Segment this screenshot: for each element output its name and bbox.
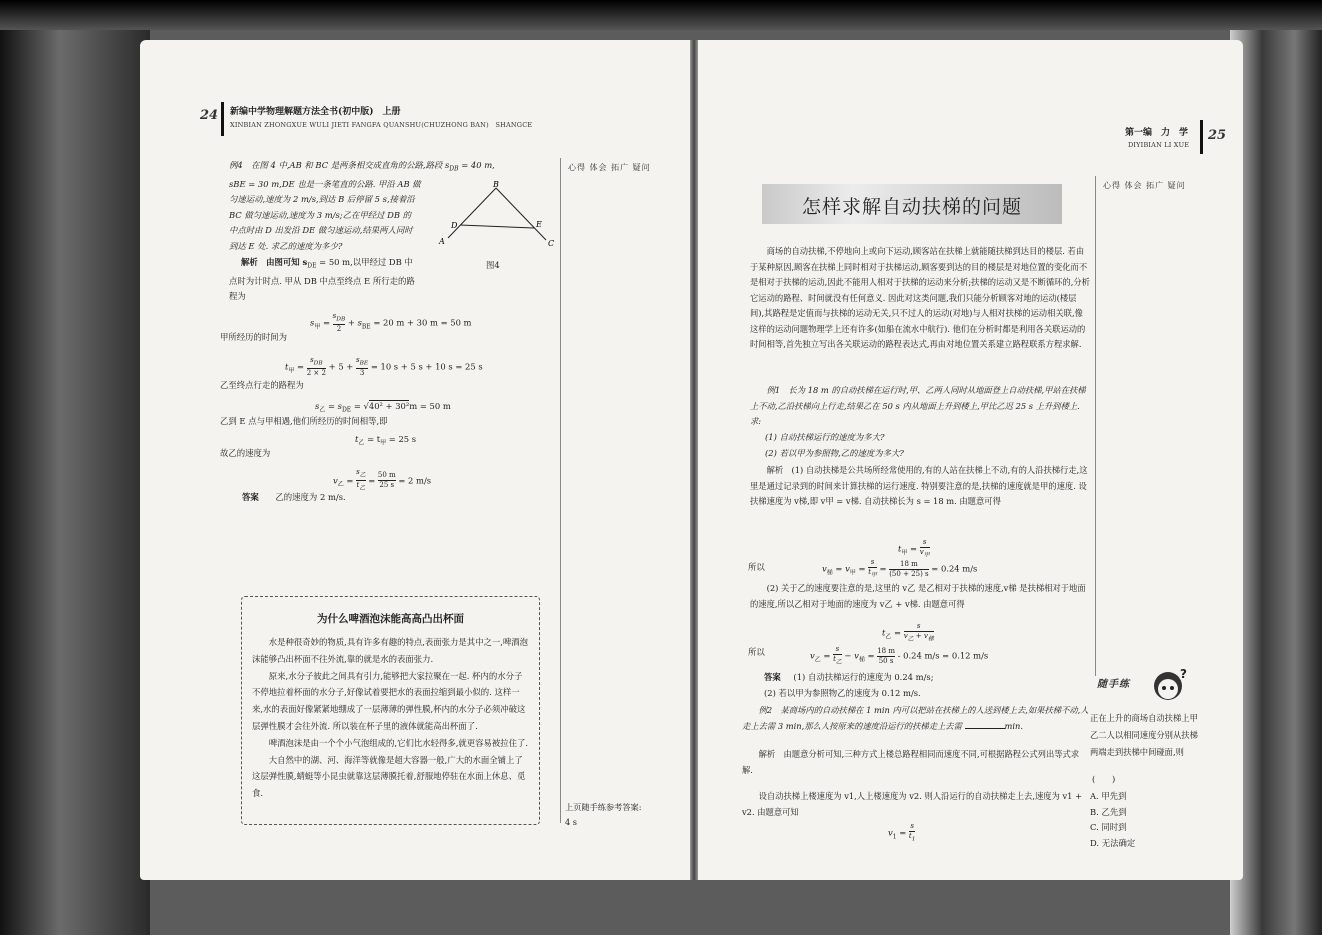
so-label-1: 所以	[748, 562, 765, 572]
example-4-line: 例4 在图 4 中,AB 和 BC 是两条相交成直角的公路,路段 s	[229, 160, 450, 170]
example-2-body: 例2 某商场内的自动扶梯在 1 min 内可以把站在扶梯上的人送到楼上去,如果扶梯不动,人走上去需 3 min,那么人按原来的速度沿运行的扶梯走上去需	[742, 705, 1089, 731]
figure-4-caption: 图4	[486, 260, 500, 270]
eq-lhs: t	[285, 361, 289, 372]
example-1-question-1: (1) 自动扶梯运行的速度为多大?	[765, 432, 885, 442]
scan-shadow-left	[0, 0, 150, 935]
example-4-line: BC 做匀速运动,速度为 3 m/s;乙在甲经过 DB 的	[229, 209, 412, 220]
eq-numerator: 18 m	[877, 646, 895, 655]
figure-label-b: B	[493, 180, 499, 189]
example-4-line-tail: = 40 m,	[461, 160, 495, 170]
intro-paragraph: 商场的自动扶梯,不停地向上或向下运动,顾客站在扶梯上就能随扶梯到达目的楼层. 若由于某种原因,顾客在扶梯上同时相对于扶梯运动,顾客要到达的目的楼层是对地位置的变化而不是相对于扶梯的运动,因此不能用人相对于扶梯的运动来分析;扶梯的运动又是不断循环的,分析它运动的路程、时间就没有任何意义. 因此对这类问题,我们只能分析顾客对地的运动(楼层间),其路程是定值而与扶梯的运动无关,只不过人的运动(对地)与人相对扶梯的运动相关联,像这样的运动问题物理学上还有许多(如船在流水中航行). 他们在分析时都是利用各关联运动的时间相等,首先独立写出各关联运动的路程表达式,再由对地位置关系建立路程联系方程求解.	[750, 246, 1090, 349]
analysis-line: 点时为计时点. 甲从 DB 中点至终点 E 所行走的路	[229, 276, 415, 287]
same-time-label: 乙到 E 点与甲相遇,他们所经历的时间相等,即	[220, 416, 388, 426]
equation-v-escalator: $v_梯 = v_甲$ = s $t_甲$ = $\frac{18 m}{(50 + 25) s}$ = 0.24 m/s	[822, 558, 978, 579]
example-4-line: 到达 E 处. 求乙的速度为多少?	[229, 240, 343, 251]
equation-time-jia: $t_甲$ = $s_{DB}$ 2 × 2 + 5 + $s_{BE}$ 3 = 10 s + 5 s + 10 s = 25 s	[285, 356, 483, 378]
eq-denominator: (50 + 25) s	[889, 569, 929, 578]
answer-line	[242, 490, 346, 505]
margin-notes-label-right: 心得 体会 拓广 疑问	[1103, 181, 1186, 190]
answer-label: 答案	[242, 492, 259, 502]
eq-rhs: = 10 s + 5 s + 10 s = 25 s	[370, 361, 483, 372]
eq-denominator: 50 s	[878, 656, 894, 665]
figure-label-a: A	[439, 237, 445, 246]
page-number-right: 25	[1208, 128, 1227, 143]
eq-rhs: = 0.24 m/s	[931, 563, 978, 574]
example-2-solution-2: 设自动扶梯上楼速度为 v1,人上楼速度为 v2. 则人沿运行的自动扶梯走上去,速度为 v1 + v2. 由题意可知	[742, 791, 1083, 817]
header-bar-left	[221, 102, 224, 136]
practice-option: B. 乙先到	[1090, 806, 1127, 817]
eq-rhs: m = 50 m	[409, 401, 451, 411]
chapter-header: 第一编 力 学	[1125, 128, 1189, 138]
example-4-line: sBE = 30 m,DE 也是一条笔直的公路. 甲沿 AB 做	[229, 179, 421, 190]
so-label-2: 所以	[748, 647, 765, 657]
example-4-line: 中点时由 D 出发沿 DE 做匀速运动,结果两人同时	[229, 225, 413, 236]
section-title: 怎样求解自动扶梯的问题	[801, 196, 1022, 218]
chapter-pinyin: DIYIBIAN LI XUE	[1128, 141, 1190, 149]
time-label: 甲所经历的时间为	[220, 332, 287, 342]
eq-rhs: = 2 m/s	[398, 475, 432, 486]
speed-label: 故乙的速度为	[220, 448, 271, 458]
header-bar-right	[1200, 120, 1203, 154]
practice-option: C. 同时到	[1090, 822, 1127, 833]
eq-lhs: s	[310, 317, 315, 328]
practice-options	[1090, 789, 1135, 851]
reading-box-paragraph: 啤酒泡沫是由一个个小气泡组成的,它们比水轻得多,就更容易被拉住了.	[268, 737, 529, 748]
example-4-text: 例4 在图 4 中,AB 和 BC 是两条相交成直角的公路,路段 $s_{DB} = 40$ m, sBE = 30 m,DE 也是一条笔直的公路. 甲沿 AB 做 匀速运动,速度为 2 m/s,到达 B 后停留 5 s,接着沿 BC 做匀速运动,速度为 3 m/s;乙在甲经过 DB 的 中点时由 D 出发沿 DE 做匀速运动,结果两人同时 到达 E 处. 求乙的速度为多少?	[229, 158, 559, 254]
example-2-text	[742, 703, 1090, 734]
margin-divider-left	[560, 158, 561, 823]
equation-distance-yi: $s_乙 = s_{DE} = √40^2 + 30^2m = 50$ m	[315, 401, 451, 414]
book-gutter	[690, 40, 698, 880]
practice-label: 随手练	[1097, 679, 1130, 690]
equation-v-yi: $v_乙$ = s $t_乙$ − $v_梯$ = $\frac{18 m}{50 s}$ - 0.24 m/s = 0.12 m/s	[810, 645, 989, 666]
answer-label: 答案	[764, 672, 781, 682]
example-1-text: 例1 长为 18 m 的自动扶梯在运行时,甲、乙两人同时从地面登上自动扶梯,甲站在扶梯上不动,乙沿扶梯向上行走,结果乙在 50 s 内从地面上升到楼上,甲比乙迟 25 s 上升到楼上. 求:	[750, 385, 1086, 426]
equation-speed-yi: $v_乙$ = $s_乙$ $t_乙$ = $\frac{50 m}{25 s}$ = 2 m/s	[333, 468, 432, 492]
book-title-pinyin: XINBIAN ZHONGXUE WULI JIETI FANGFA QUANSHU(CHUZHONG BAN) SHANGCE	[230, 121, 533, 129]
example-1-solution-1: 解析 (1) 自动扶梯是公共场所经常使用的,有的人站在扶梯上不动,有的人沿扶梯行走,这里是通过记录到的时间来计算扶梯的运行速度. 特别要注意的是,扶梯的速度就是甲的速度. 设扶梯速度为 v梯,即 v甲 = v梯. 自动扶梯长为 s = 18 m. 由题意可得	[750, 465, 1088, 506]
reading-box-paragraph: 水是种很奇妙的物质,具有许多有趣的特点,表面张力是其中之一,啤酒泡沫能够凸出杯面不往外流,靠的就是水的表面张力.	[252, 637, 529, 664]
practice-paren: ( )	[1092, 774, 1116, 784]
scan-shadow-top	[0, 0, 1322, 30]
svg-text:?: ?	[1180, 667, 1187, 681]
answer-text: (1) 自动扶梯运行的速度为 0.24 m/s;	[793, 672, 934, 682]
book-title-header: 新编中学物理解题方法全书(初中版) 上册	[230, 107, 401, 117]
reading-box-paragraph: 原来,水分子彼此之间具有引力,能够把大家拉聚在一起. 杯内的水分子不停地拉着杯面的水分子,好像试着要把水的表面拉缩到最小似的. 这样一来,水的表面好像紧紧地绷成了一层薄薄的弹性膜,杯内的水分子必须冲破这层弹性膜才会往外流. 所以装在杯子里的液体就能高出杯面了.	[252, 670, 526, 731]
practice-option: A. 甲先到	[1090, 791, 1127, 801]
eq-rhs: - 0.24 m/s = 0.12 m/s	[897, 650, 989, 661]
example-1-answer-2: (2) 若以甲为参照物乙的速度为 0.12 m/s.	[764, 688, 921, 698]
answer-text: 乙的速度为 2 m/s.	[275, 492, 346, 502]
margin-notes-label-left: 心得 体会 拓广 疑问	[568, 163, 651, 172]
equation-distance-jia: $s_甲$ = $s_{DB}$ 2 + $s_{BE} = 20$ m + 30 m = 50 m	[310, 312, 472, 334]
figure-label-d: D	[451, 221, 458, 230]
figure-4-triangle	[438, 180, 558, 250]
example-1-answer-1	[764, 670, 934, 685]
eq-rhs: = 25 s	[386, 434, 417, 444]
scan-shadow-right	[1230, 0, 1322, 935]
example-1-solution-2: (2) 关于乙的速度要注意的是,这里的 v乙 是乙相对于扶梯的速度,v梯 是扶梯相对于地面的速度,所以乙相对于地面的速度为 v乙 + v梯. 由题意可得	[750, 583, 1086, 609]
equation-v1: $v_1$ = $\frac{s}{t_1}$	[888, 822, 916, 843]
eq-mid: + 5 +	[328, 361, 356, 372]
cartoon-student-icon	[1148, 666, 1190, 706]
practice-option: D. 无法确定	[1090, 837, 1136, 848]
section-title-banner	[762, 184, 1062, 224]
analysis-text: 解析 由图可知 $s_{DE} = 50$ m,以甲经过 DB 中 点时为计时点. 甲从 DB 中点至终点 E 所行走的路 程为	[229, 255, 444, 305]
analysis-line-tail: = 50 m,以甲经过 DB 中	[319, 257, 413, 267]
reading-box-paragraph: 大自然中的湖、河、海洋等就像是超大容器一般,广大的水面全铺上了这层弹性膜,蜻蜓等小昆虫就靠这层薄膜托着,舒服地停驻在水面上休息、觅食.	[252, 754, 526, 799]
analysis-line: 程为	[229, 291, 246, 302]
equation-t-yi: $t_乙$ = s $v_乙 + v_梯$	[882, 622, 934, 643]
figure-label-c: C	[548, 239, 555, 248]
analysis-line: 解析 由图可知 s	[241, 257, 308, 267]
prev-answer-value: 4 s	[565, 817, 578, 827]
eq-numerator: 18 m	[889, 560, 928, 570]
margin-divider-right	[1095, 176, 1096, 676]
example-2-solution-1: 解析 由题意分析可知,三种方式上楼总路程相同而速度不同,可根据路程公式列出等式求解.	[742, 749, 1080, 775]
prev-answer-label: 上页随手练参考答案:	[565, 802, 642, 812]
eq-mid: = t	[367, 434, 381, 444]
distance-yi-label: 乙至终点行走的路程为	[220, 380, 304, 390]
example-1-question-2: (2) 若以甲为参照物,乙的速度为多大?	[765, 448, 904, 458]
example-2-tail: min.	[1004, 720, 1024, 731]
page-number-left: 24	[200, 108, 219, 123]
reading-box	[241, 596, 540, 825]
reading-box-title: 为什么啤酒泡沫能高高凸出杯面	[317, 613, 464, 625]
figure-label-e: E	[536, 220, 542, 229]
example-4-line: 匀速运动,速度为 2 m/s,到达 B 后停留 5 s,接着沿	[229, 194, 415, 205]
practice-question: 正在上升的商场自动扶梯上甲乙二人以相同速度分别从扶梯两端走到扶梯中间碰面,则	[1090, 713, 1198, 757]
equation-time-equal: $t_乙 = t_甲 = 25$ s	[355, 434, 417, 447]
equation-t-jia: $t_甲$ = s $v_甲$	[898, 538, 930, 559]
eq-rhs: = 20 m + 30 m = 50 m	[373, 317, 472, 328]
